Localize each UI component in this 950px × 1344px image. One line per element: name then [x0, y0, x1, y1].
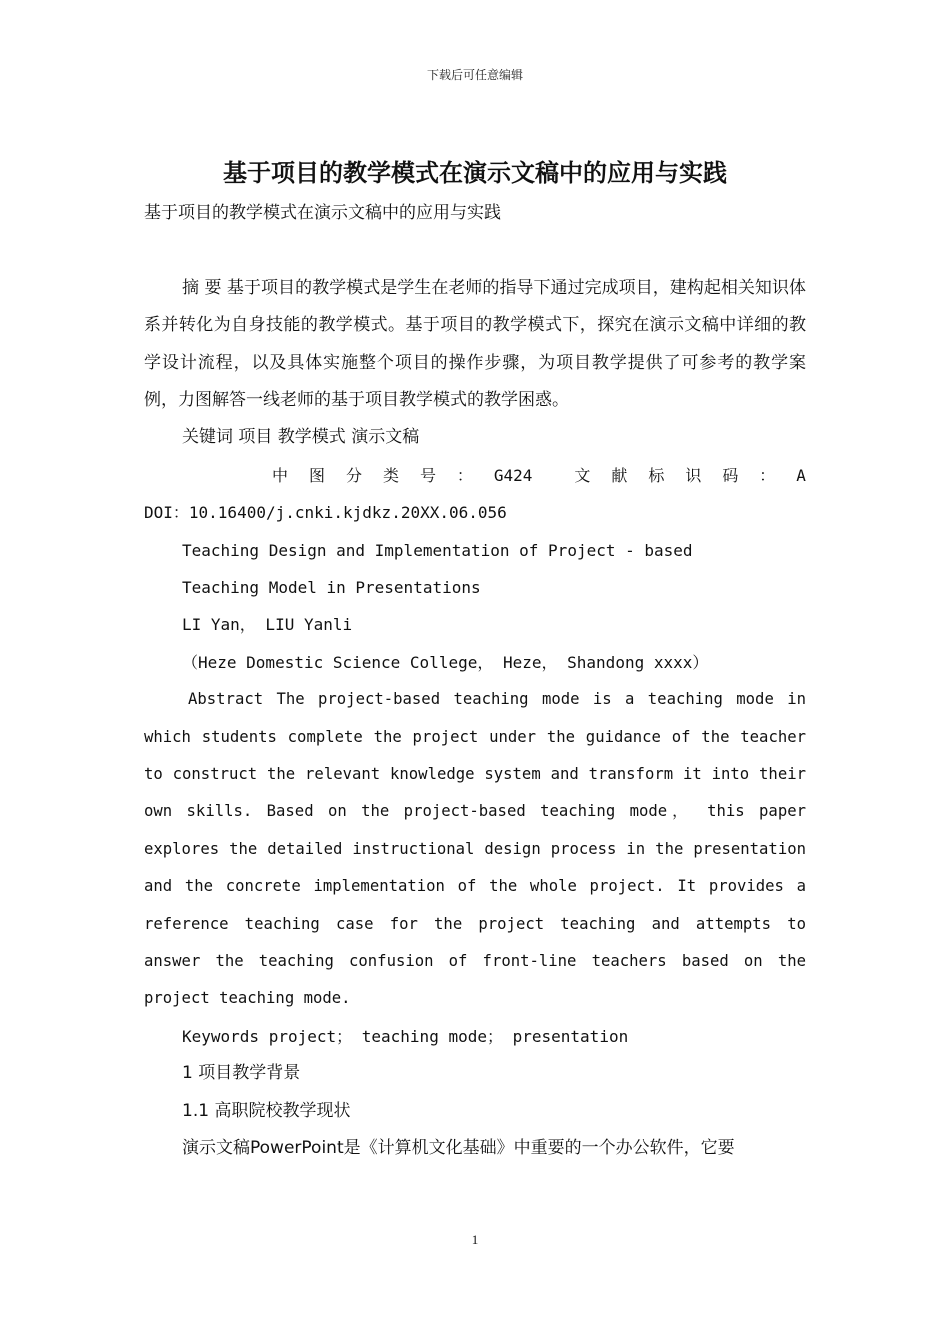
body-paragraph: 演示文稿PowerPoint是《计算机文化基础》中重要的一个办公软件，它要: [182, 1137, 735, 1158]
clc-char: 中: [272, 465, 289, 485]
affiliation: （Heze Domestic Science College， Heze， Shandong xxxx）: [182, 652, 709, 672]
clc-code: A: [796, 465, 806, 485]
clc-char: 识: [685, 465, 702, 485]
clc-char: 文: [574, 465, 591, 485]
section-heading-1-1: 1.1 高职院校教学现状: [182, 1100, 351, 1121]
clc-char: 分: [345, 465, 362, 485]
keywords-zh: 关键词 项目 教学模式 演示文稿: [182, 427, 420, 448]
classification-line: [144, 457, 806, 494]
document-title: 基于项目的教学模式在演示文稿中的应用与实践: [223, 159, 727, 187]
english-title-line-1: Teaching Design and Implementation of Project - based: [182, 540, 693, 560]
clc-char: 码: [722, 465, 739, 485]
section-heading-1: 1 项目教学背景: [182, 1063, 301, 1084]
abstract-en: Abstract The project-based teaching mode is a teaching mode in which students complete the project under the guidance of the teacher to construct the relevant knowledge system and transform it into their own skills. Based on the project-based teaching mode， this paper explores the detailed instructional design process in the presentation and the concrete implementation of the whole project. It provides a reference teaching case for the project teaching and attempts to answer the teaching confusion of front-line teachers based on the project teaching mode.: [144, 690, 806, 1008]
clc-char: 图: [308, 465, 325, 485]
clc-code: G424: [493, 465, 533, 485]
subtitle: 基于项目的教学模式在演示文稿中的应用与实践: [144, 203, 501, 223]
page-number: 1: [471, 1232, 479, 1247]
document-body: [144, 195, 806, 1167]
doi: DOI：10.16400/j.cnki.kjdkz.20XX.06.056: [144, 503, 507, 523]
clc-char: 类: [382, 465, 399, 485]
header-note: 下载后可任意编辑: [426, 68, 523, 82]
clc-char: ：: [456, 465, 473, 485]
spacer: [144, 232, 806, 269]
english-title-line-2: Teaching Model in Presentations: [182, 577, 481, 597]
abstract-zh: 摘 要 基于项目的教学模式是学生在老师的指导下通过完成项目，建构起相关知识体系并转化为自身技能的教学模式。基于项目的教学模式下，探究在演示文稿中详细的教学设计流程，以及具体实施整个项目的操作步骤，为项目教学提供了可参考的教学案例，力图解答一线老师的基于项目教学模式的教学困惑。: [144, 277, 806, 410]
keywords-en: Keywords project； teaching mode； presentation: [182, 1026, 629, 1046]
clc-char: 标: [648, 465, 665, 485]
clc-char: ：: [759, 465, 776, 485]
clc-char: 号: [419, 465, 436, 485]
authors: LI Yan， LIU Yanli: [182, 615, 353, 635]
clc-char: 献: [611, 465, 628, 485]
